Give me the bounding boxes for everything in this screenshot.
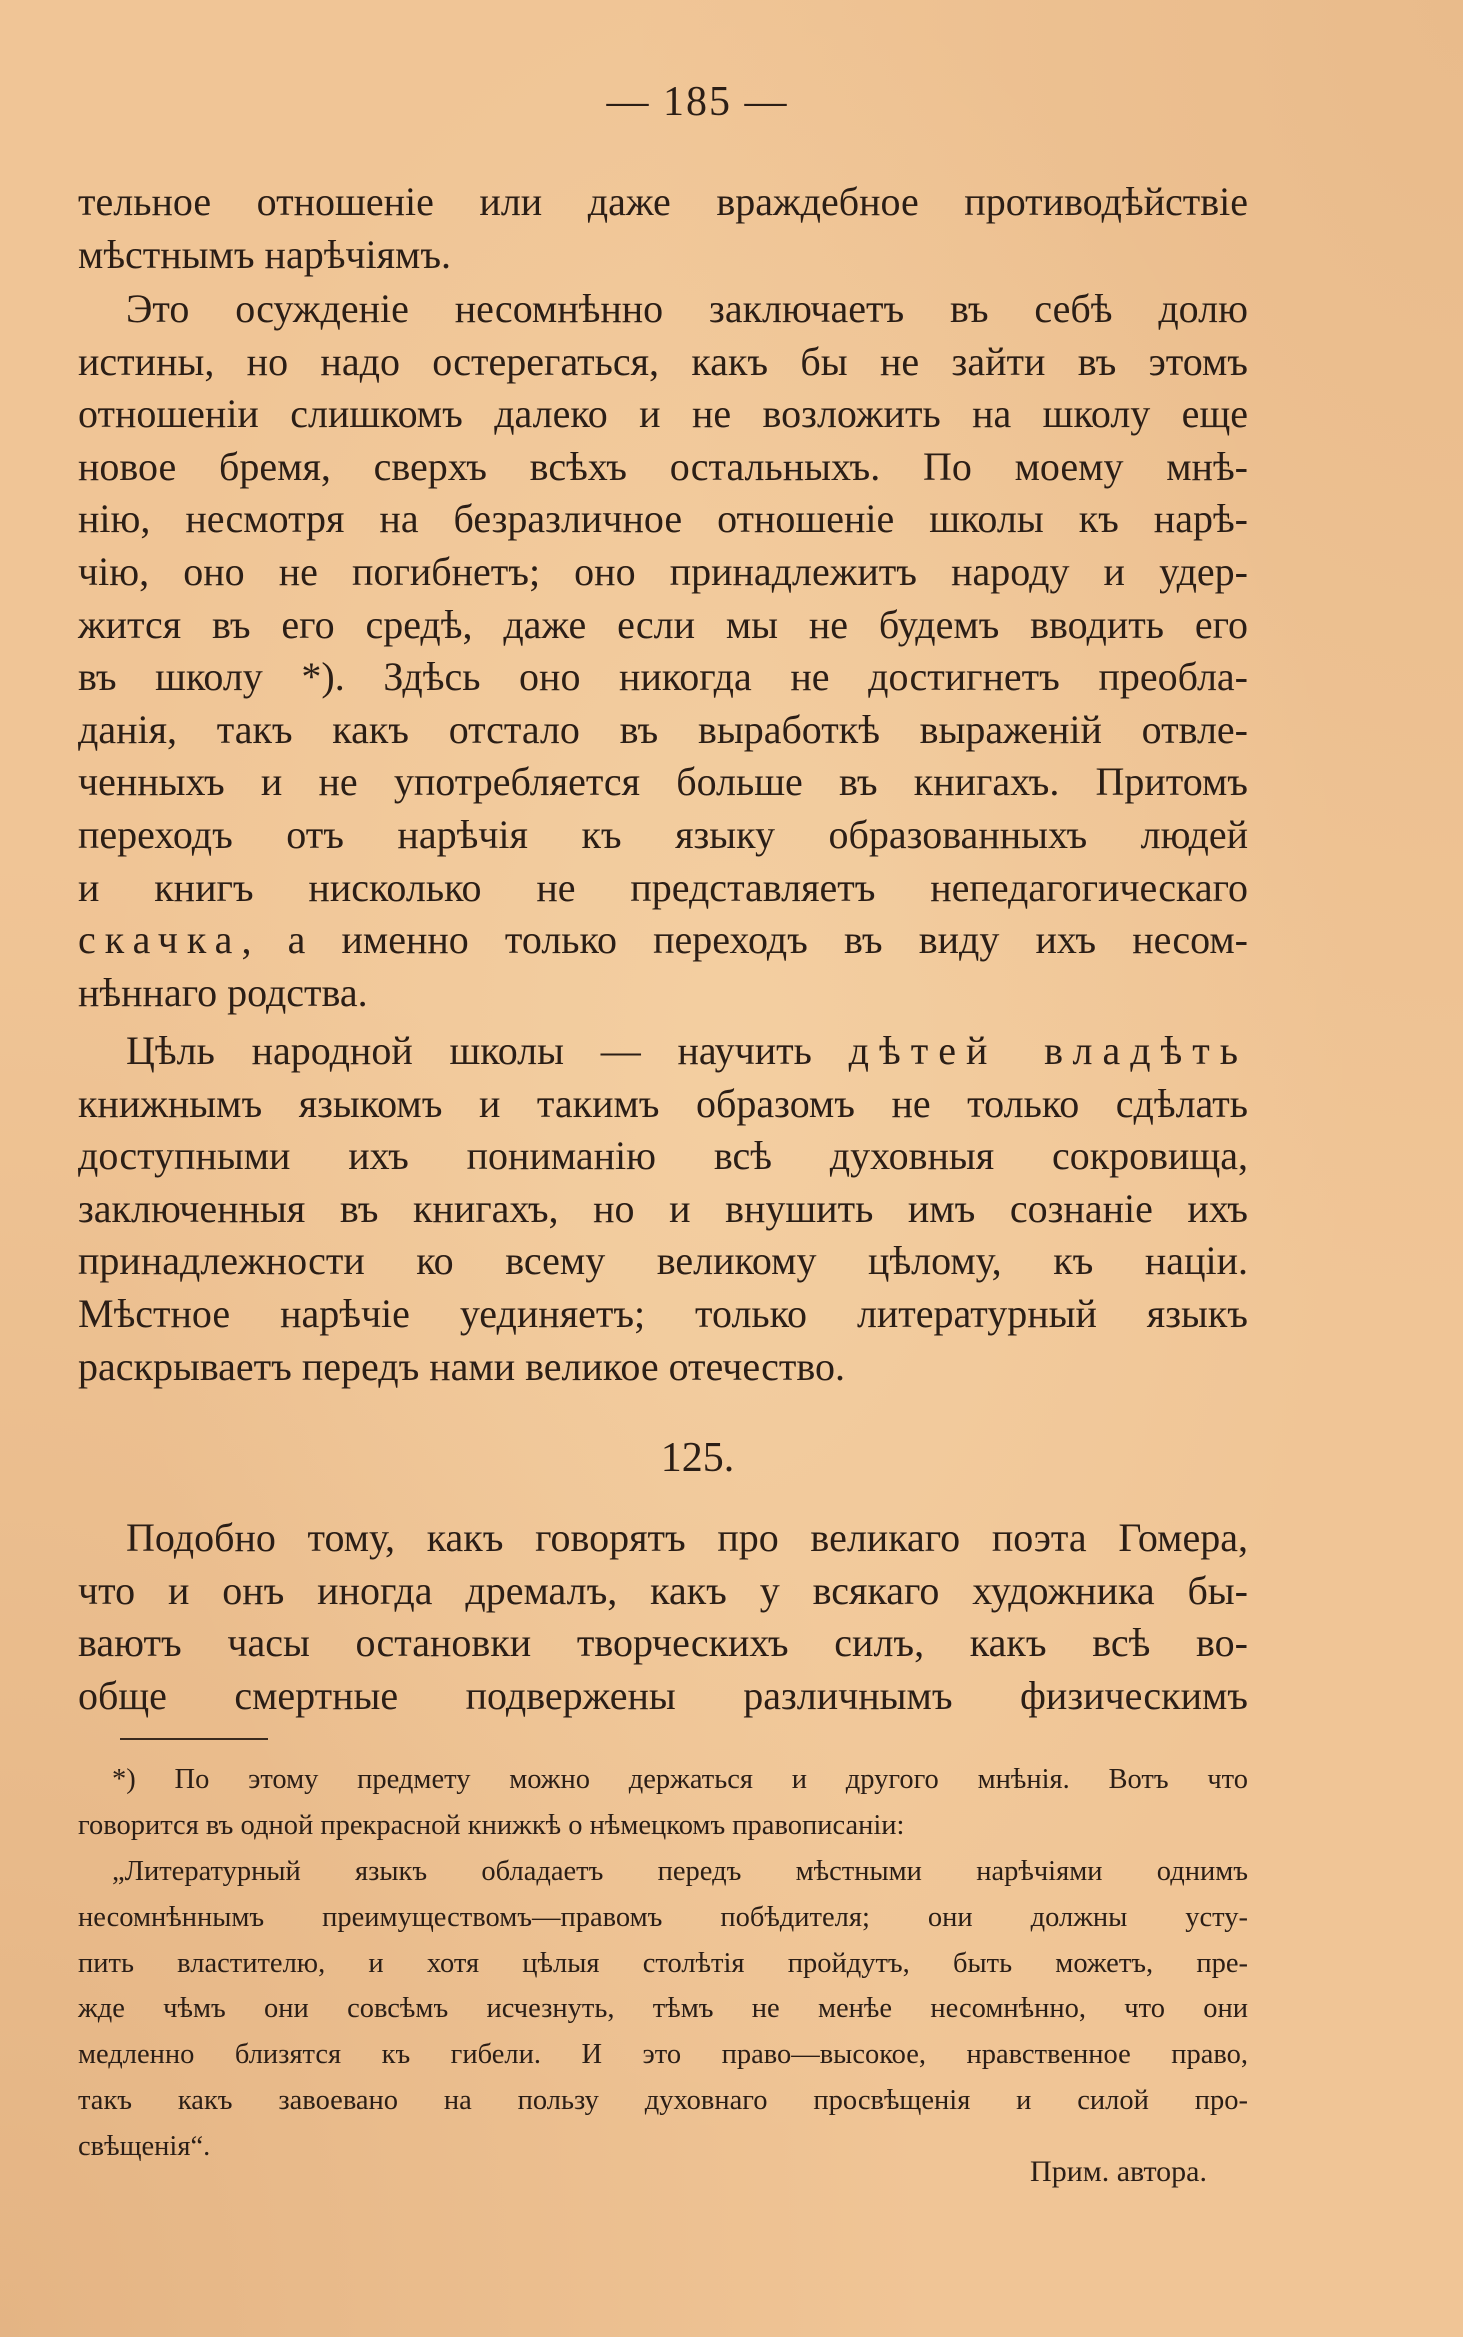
footnote-divider — [120, 1738, 268, 1740]
footnote-line: „Литературный языкъ обладаетъ передъ мѣстными нарѣчіями однимъ — [112, 1856, 1248, 1887]
text-line: мѣстнымъ нарѣчіямъ. — [78, 231, 452, 277]
text-line: переходъ отъ нарѣчія къ языку образованныхъ людей — [78, 811, 1248, 857]
page-number: — 185 — — [606, 79, 789, 125]
footnote-line: говорится въ одной прекрасной книжкѣ о нѣмецкомъ правописаніи: — [78, 1809, 905, 1841]
footnote-quote — [78, 1849, 1248, 2170]
text-line: чію, оно не погибнетъ; оно принадлежитъ народу и удер- — [78, 548, 1248, 594]
text-line: нѣннаго родства. — [78, 969, 368, 1015]
text-line: и книгъ нисколько не представляетъ непедагогическаго — [78, 864, 1248, 910]
text-line: Это осужденіе несомнѣнно заключаетъ въ себѣ долю — [126, 286, 1248, 331]
text-line: данія, такъ какъ отстало въ выработкѣ выраженій отвле- — [78, 706, 1248, 752]
text-line: новое бремя, сверхъ всѣхъ остальныхъ. По моему мнѣ- — [78, 443, 1248, 489]
text-line: въ школу *). Здѣсь оно никогда не достигнетъ преобла- — [78, 654, 1248, 700]
text-line: принадлежности ко всему великому цѣлому, къ націи. — [78, 1238, 1248, 1284]
text-fragment: , а именно только переходъ въ виду ихъ несом- — [241, 917, 1248, 963]
author-note: Прим. автора. — [1030, 2155, 1207, 2188]
footnote-line: такъ какъ завоевано на пользу духовнаго просвѣщенія и силой про- — [78, 2084, 1248, 2116]
paragraph — [78, 283, 1248, 1019]
text-line: книжнымъ языкомъ и такимъ образомъ не только сдѣлать — [78, 1080, 1248, 1126]
text-line: Мѣстное нарѣчіе уединяетъ; только литературный языкъ — [78, 1290, 1248, 1336]
footnote-line: жде чѣмъ они совсѣмъ исчезнуть, тѣмъ не менѣе несомнѣнно, что они — [78, 1993, 1248, 2025]
paragraph — [78, 1025, 1248, 1393]
footnote-line: несомнѣннымъ преимуществомъ—правомъ побѣдителя; они должны усту- — [78, 1901, 1248, 1933]
footnote-line: *) По этому предмету можно держаться и другого мнѣнія. Вотъ что — [112, 1764, 1248, 1795]
footnote — [78, 1757, 1248, 1849]
text-line: жится въ его средѣ, даже если мы не будемъ вводить его — [78, 601, 1248, 647]
text-line — [78, 914, 1248, 967]
footnote-line: медленно близятся къ гибели. И это право—высокое, нравственное право, — [78, 2039, 1248, 2071]
text-fragment: Цѣль народной школы — научить — [126, 1028, 849, 1073]
text-line: Подобно тому, какъ говорятъ про великаго поэта Гомера, — [126, 1515, 1248, 1560]
paragraph — [78, 1512, 1248, 1722]
text-line: раскрываетъ передъ нами великое отечество. — [78, 1343, 845, 1389]
text-line: отношеніи слишкомъ далеко и не возложить на школу еще — [78, 391, 1248, 437]
text-line — [78, 1025, 1248, 1078]
footnote-line: пить властителю, и хотя цѣлыя столѣтія пройдутъ, быть можетъ, пре- — [78, 1947, 1248, 1979]
text-line: тельное отношеніе или даже враждебное противодѣйствіе — [78, 179, 1248, 224]
text-line: истины, но надо остерегаться, какъ бы не зайти въ этомъ — [78, 338, 1248, 384]
text-line: ченныхъ и не употребляется больше въ книгахъ. Притомъ — [78, 759, 1248, 805]
section-number: 125. — [660, 1435, 735, 1481]
text-line: нію, несмотря на безразличное отношеніе школы къ нарѣ- — [78, 496, 1248, 542]
spaced-emphasis: дѣтей владѣть — [848, 1028, 1248, 1073]
text-line: что и онъ иногда дремалъ, какъ у всякаго художника бы- — [78, 1567, 1248, 1613]
text-line: доступными ихъ пониманію всѣ духовныя сокровища, — [78, 1133, 1248, 1179]
text-line: обще смертные подвержены различнымъ физическимъ — [78, 1672, 1248, 1718]
paragraph-continued — [78, 176, 1248, 281]
spaced-emphasis: скачка — [78, 917, 242, 963]
footnote-line: свѣщенія“. — [78, 2130, 211, 2162]
text-line: ваютъ часы остановки творческихъ силъ, какъ всѣ во- — [78, 1620, 1248, 1666]
text-line: заключенныя въ книгахъ, но и внушить имъ сознаніе ихъ — [78, 1185, 1248, 1231]
